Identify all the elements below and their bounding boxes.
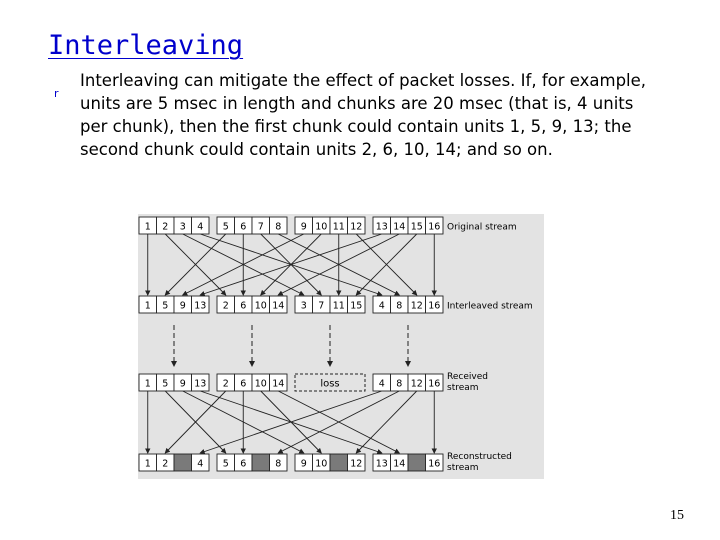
- unit-label: 6: [240, 378, 247, 390]
- unit-label: 7: [257, 221, 264, 233]
- unit-label: 8: [396, 300, 403, 312]
- unit-label: 4: [378, 378, 385, 390]
- interleaving-diagram: [138, 214, 544, 479]
- unit-label: 13: [375, 221, 388, 233]
- missing-unit-cell: [174, 454, 192, 471]
- unit-label: 13: [375, 458, 388, 470]
- unit-label: 13: [194, 300, 207, 312]
- unit-label: 16: [428, 300, 441, 312]
- row-label-reconstructed: stream: [447, 463, 479, 473]
- unit-label: 10: [254, 300, 267, 312]
- unit-label: 6: [240, 300, 247, 312]
- unit-label: 15: [410, 221, 423, 233]
- unit-label: 10: [315, 221, 328, 233]
- unit-label: 10: [315, 458, 328, 470]
- unit-label: 9: [300, 458, 307, 470]
- unit-label: 2: [222, 378, 229, 390]
- unit-label: 2: [222, 300, 229, 312]
- unit-label: 14: [272, 378, 285, 390]
- unit-label: 13: [194, 378, 207, 390]
- unit-label: 16: [428, 458, 441, 470]
- unit-label: 9: [179, 378, 186, 390]
- unit-label: 12: [410, 378, 423, 390]
- page-number: 15: [670, 508, 684, 523]
- unit-label: 3: [300, 300, 307, 312]
- unit-label: 9: [300, 221, 307, 233]
- unit-label: 12: [410, 300, 423, 312]
- unit-label: 16: [428, 221, 441, 233]
- unit-label: 4: [378, 300, 385, 312]
- unit-label: 5: [222, 221, 229, 233]
- unit-label: 1: [144, 458, 151, 470]
- row-label-interleaved: Interleaved stream: [447, 301, 533, 312]
- unit-label: 16: [428, 378, 441, 390]
- row-label-original: Original stream: [447, 222, 517, 233]
- unit-label: 1: [144, 221, 151, 233]
- unit-label: 1: [144, 300, 151, 312]
- unit-label: 8: [275, 221, 282, 233]
- unit-label: 10: [254, 378, 267, 390]
- unit-label: 2: [162, 458, 169, 470]
- interleaving-diagram-svg: [138, 214, 544, 479]
- unit-label: 14: [393, 221, 406, 233]
- missing-unit-cell: [408, 454, 426, 471]
- unit-label: 8: [396, 378, 403, 390]
- unit-label: 12: [350, 458, 363, 470]
- missing-unit-cell: [330, 454, 348, 471]
- unit-label: 4: [197, 458, 204, 470]
- unit-label: 7: [318, 300, 325, 312]
- row-label-received: Received: [447, 372, 488, 382]
- unit-label: 14: [393, 458, 406, 470]
- row-label-received: stream: [447, 383, 479, 393]
- unit-label: 9: [179, 300, 186, 312]
- unit-label: 15: [350, 300, 363, 312]
- unit-label: 2: [162, 221, 169, 233]
- unit-label: 5: [162, 300, 169, 312]
- unit-label: 6: [240, 458, 247, 470]
- unit-label: 3: [179, 221, 186, 233]
- slide-title: Interleaving: [48, 30, 244, 61]
- row-label-reconstructed: Reconstructed: [447, 452, 512, 462]
- unit-label: 11: [332, 221, 345, 233]
- bullet-marker: r: [54, 87, 59, 100]
- unit-label: 11: [332, 300, 345, 312]
- unit-label: 12: [350, 221, 363, 233]
- unit-label: 1: [144, 378, 151, 390]
- unit-label: 14: [272, 300, 285, 312]
- body-paragraph: Interleaving can mitigate the effect of packet losses. If, for example, units are 5 msec in length and chunks are 20 msec (that is, 4 units per chunk), then the first chunk could contain units 1, 5, 9, 13; the second chunk could contain units 2, 6, 10, 14; and so on.: [80, 71, 647, 159]
- missing-unit-cell: [252, 454, 270, 471]
- unit-label: 4: [197, 221, 204, 233]
- unit-label: 5: [222, 458, 229, 470]
- unit-label: 8: [275, 458, 282, 470]
- unit-label: 6: [240, 221, 247, 233]
- unit-label: 5: [162, 378, 169, 390]
- loss-label: loss: [320, 378, 340, 390]
